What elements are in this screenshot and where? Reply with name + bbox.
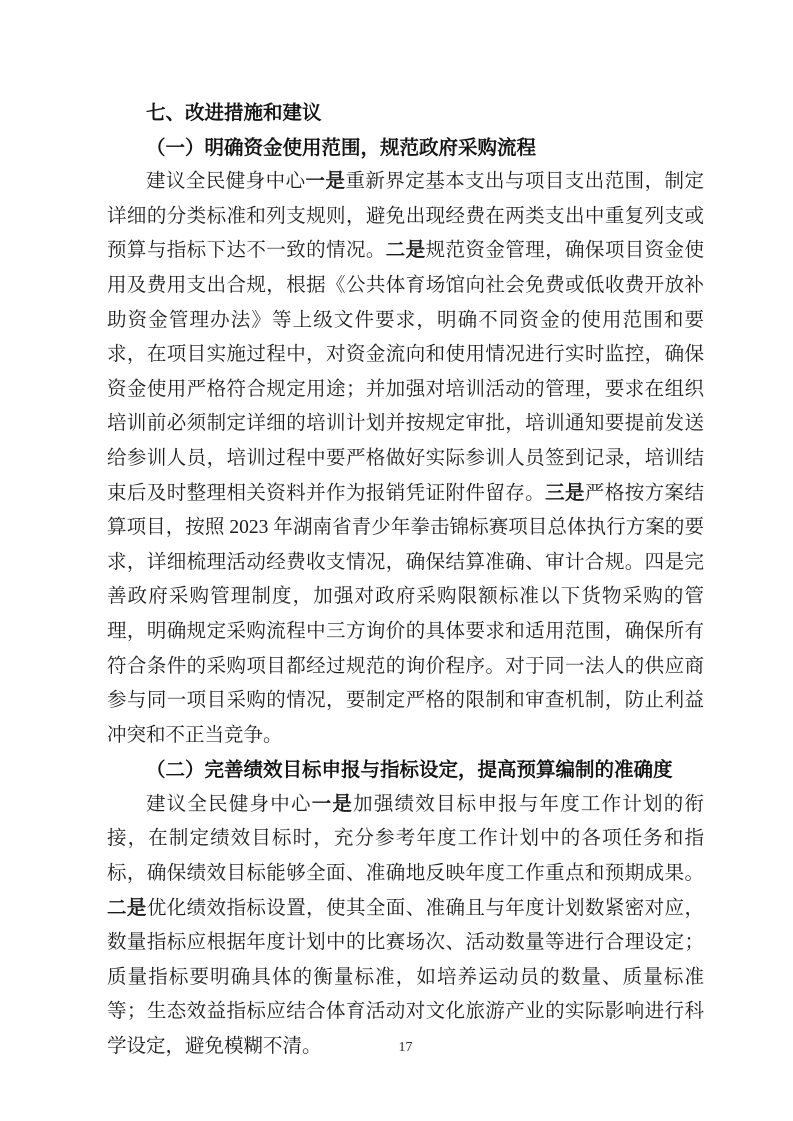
text-run: 建议全民健身中心 [146, 793, 312, 815]
emphasis-run: 二是 [107, 897, 147, 919]
subsection-heading-1: （一）明确资金使用范围，规范政府采购流程 [146, 136, 537, 159]
emphasis-run: 三是 [545, 482, 585, 504]
paragraph-1 [107, 165, 704, 753]
emphasis-run: 二是 [385, 240, 426, 262]
emphasis-run: 一是 [311, 793, 354, 815]
text-run: 加强绩效目标申报与年度工作计划的衔接，在制定绩效目标时，充分参考年度工作计划中的各项任务和指标，确保绩效目标能够全面、准确地反映年度工作重点和预期成果。 [107, 793, 704, 885]
subsection-heading-2: （二）完善绩效目标申报与指标设定，提高预算编制的准确度 [146, 759, 673, 782]
text-run: 优化绩效指标设置，使其全面、准确且与年度计划数紧密对应，数量指标应根据年度计划中的比赛场次、活动数量等进行合理设定；质量指标要明确具体的衡量标准，如培养运动员的数量、质量标准等；生态效益指标应结合体育活动对文化旅游产业的实际影响进行科学设定，避免模糊不清。 [107, 897, 704, 1058]
text-run: 建议全民健身中心 [146, 171, 306, 193]
paragraph-2 [107, 788, 704, 1065]
page-number: 17 [398, 1040, 413, 1055]
section-heading: 七、改进措施和建议 [146, 102, 322, 124]
text-run: 严格按方案结算项目，按照 2023 年湖南省青少年拳击锦标赛项目总体执行方案的要求，详细梳理活动经费收支情况，确保结算准确、审计合规。四是完善政府采购管理制度，加强对政府采购限额标准以下货物采购的管理，明确规定采购流程中三方询价的具体要求和适用范围，确保所有符合条件的采购项目都经过规范的询价程序。对于同一法人的供应商参与同一项目采购的情况，要制定严格的限制和审查机制，防止利益冲突和不正当竞争。 [107, 482, 704, 746]
text-run: 规范资金管理，确保项目资金使用及费用支出合规，根据《公共体育场馆向社会免费或低收费开放补助资金管理办法》等上级文件要求，明确不同资金的使用范围和要求，在项目实施过程中，对资金流向和使用情况进行实时监控，确保资金使用严格符合规定用途；并加强对培训活动的管理，要求在组织培训前必须制定详细的培训计划并按规定审批，培训通知要提前发送给参训人员，培训过程中要严格做好实际参训人员签到记录，培训结束后及时整理相关资料并作为报销凭证附件留存。 [107, 240, 704, 504]
document-body [107, 96, 704, 1065]
emphasis-run: 一是 [305, 171, 346, 193]
text-run: 重新界定基本支出与项目支出范围，制定详细的分类标准和列支规则，避免出现经费在两类支出中重复列支或预算与指标下达不一致的情况。 [107, 171, 704, 262]
